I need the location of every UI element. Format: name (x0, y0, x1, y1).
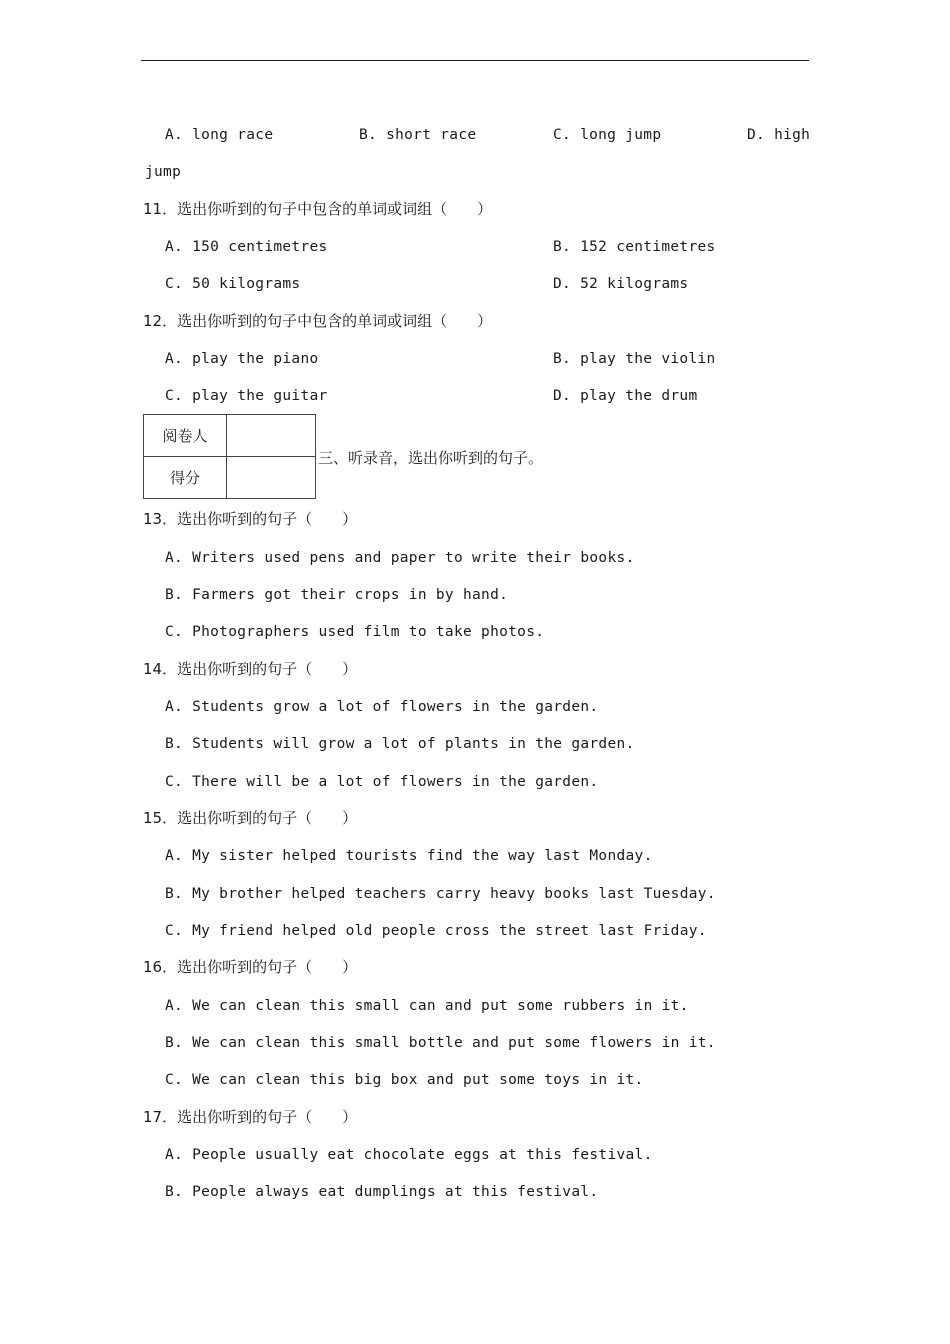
q10-option-d[interactable]: D. high (747, 127, 811, 143)
score-label: 得分 (144, 457, 227, 499)
q13-option-c[interactable]: C. Photographers used film to take photos. (165, 624, 545, 640)
reviewer-field[interactable] (227, 415, 316, 457)
q15-stem: 15．选出你听到的句子（ ） (143, 809, 358, 827)
q17-option-b[interactable]: B. People always eat dumplings at this festival. (165, 1184, 599, 1200)
q11-option-c[interactable]: C. 50 kilograms (165, 276, 301, 292)
q13-option-b[interactable]: B. Farmers got their crops in by hand. (165, 587, 509, 603)
q11-option-b[interactable]: B. 152 centimetres (553, 239, 716, 255)
section-3-title: 三、听录音，选出你听到的句子。 (318, 449, 544, 467)
q11-stem: 11．选出你听到的句子中包含的单词或词组（ ） (143, 200, 493, 218)
q14-option-c[interactable]: C. There will be a lot of flowers in the garden. (165, 774, 599, 790)
q14-stem: 14．选出你听到的句子（ ） (143, 660, 358, 678)
q11-option-a[interactable]: A. 150 centimetres (165, 239, 328, 255)
header-rule (141, 60, 809, 61)
q13-option-a[interactable]: A. Writers used pens and paper to write their books. (165, 550, 635, 566)
grader-score-box (143, 414, 316, 499)
q17-option-a[interactable]: A. People usually eat chocolate eggs at this festival. (165, 1147, 653, 1163)
q16-option-b[interactable]: B. We can clean this small bottle and put some flowers in it. (165, 1035, 716, 1051)
q10-option-c[interactable]: C. long jump (553, 127, 662, 143)
q10-option-b[interactable]: B. short race (359, 127, 477, 143)
q14-option-a[interactable]: A. Students grow a lot of flowers in the garden. (165, 699, 599, 715)
q16-stem: 16．选出你听到的句子（ ） (143, 958, 358, 976)
q14-option-b[interactable]: B. Students will grow a lot of plants in the garden. (165, 736, 635, 752)
q13-stem: 13．选出你听到的句子（ ） (143, 510, 358, 528)
q11-option-d[interactable]: D. 52 kilograms (553, 276, 689, 292)
score-field[interactable] (227, 457, 316, 499)
q15-option-b[interactable]: B. My brother helped teachers carry heavy books last Tuesday. (165, 886, 716, 902)
reviewer-label: 阅卷人 (144, 415, 227, 457)
q12-option-a[interactable]: A. play the piano (165, 351, 319, 367)
q10-option-a[interactable]: A. long race (165, 127, 274, 143)
q15-option-c[interactable]: C. My friend helped old people cross the street last Friday. (165, 923, 707, 939)
q12-option-d[interactable]: D. play the drum (553, 388, 698, 404)
q12-option-b[interactable]: B. play the violin (553, 351, 716, 367)
q15-option-a[interactable]: A. My sister helped tourists find the way last Monday. (165, 848, 653, 864)
q10-option-d-wrap: jump (145, 164, 182, 180)
q12-option-c[interactable]: C. play the guitar (165, 388, 328, 404)
q16-option-c[interactable]: C. We can clean this big box and put some toys in it. (165, 1072, 644, 1088)
q16-option-a[interactable]: A. We can clean this small can and put some rubbers in it. (165, 998, 689, 1014)
q17-stem: 17．选出你听到的句子（ ） (143, 1108, 358, 1126)
q12-stem: 12．选出你听到的句子中包含的单词或词组（ ） (143, 312, 493, 330)
